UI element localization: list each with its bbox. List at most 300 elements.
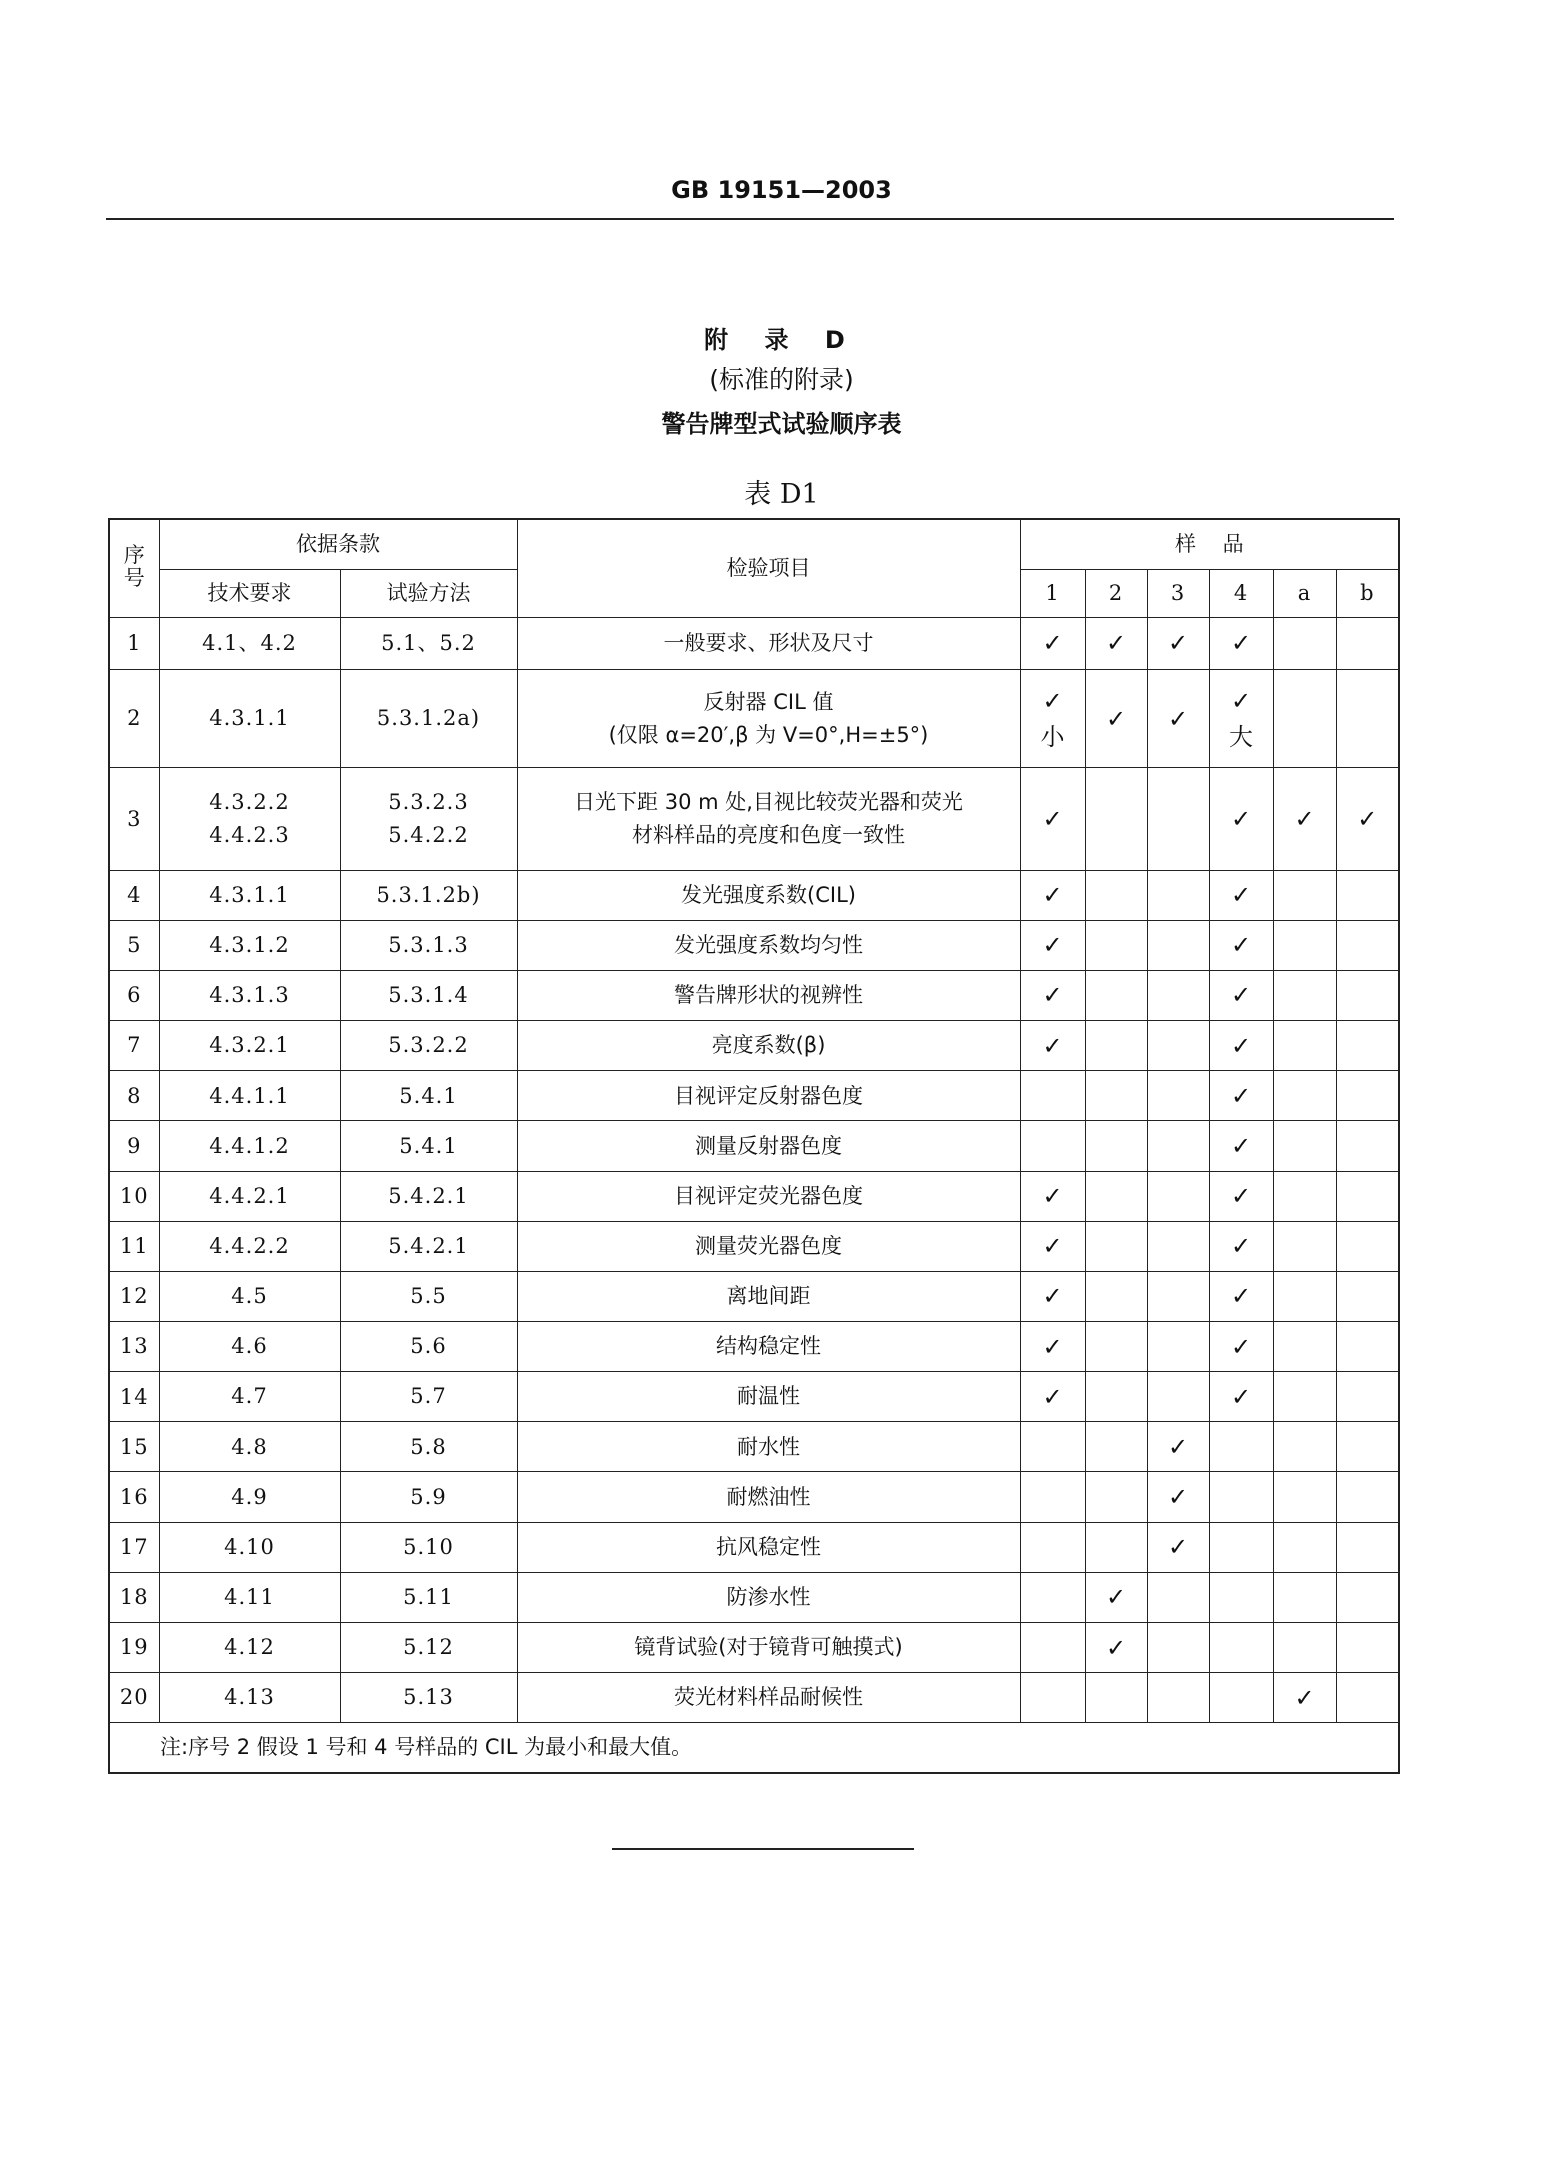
cell-sample-4 xyxy=(1209,1121,1273,1171)
cell-sample-2 xyxy=(1085,1673,1147,1723)
cell-item xyxy=(517,1472,1020,1522)
cell-tech-line: 4.4.1.2 xyxy=(209,1133,290,1158)
cell-sample-3 xyxy=(1147,1021,1209,1071)
cell-sample-b xyxy=(1336,870,1399,920)
cell-sample-a xyxy=(1273,669,1336,767)
cell-seq: 20 xyxy=(109,1673,159,1723)
cell-item-line: 耐燃油性 xyxy=(726,1484,811,1509)
cell-method-line: 5.3.1.4 xyxy=(388,983,469,1008)
check-mark-icon: ✓ xyxy=(1167,629,1189,658)
check-mark-icon: ✓ xyxy=(1294,1683,1315,1712)
cell-item-line: 耐温性 xyxy=(737,1384,800,1409)
cell-method xyxy=(340,1572,517,1622)
cell-sample-a xyxy=(1273,1121,1336,1171)
cell-method xyxy=(340,1422,517,1472)
cell-item xyxy=(517,970,1020,1020)
cell-tech-line: 4.3.1.3 xyxy=(209,983,290,1008)
cell-sample-4 xyxy=(1209,1422,1273,1472)
cell-sample-2 xyxy=(1085,617,1147,669)
check-mark-icon: ✓ xyxy=(1105,629,1127,658)
cell-tech-line: 4.4.2.1 xyxy=(209,1183,290,1208)
cell-sample-4 xyxy=(1209,970,1273,1020)
cell-method-line: 5.13 xyxy=(403,1685,454,1710)
cell-sample-2 xyxy=(1085,1522,1147,1572)
cell-method xyxy=(340,1271,517,1321)
cell-method-line: 5.3.1.3 xyxy=(388,933,469,958)
cell-sample-b xyxy=(1336,970,1399,1020)
check-mark-icon: ✓ xyxy=(1167,704,1189,733)
cell-tech xyxy=(159,870,340,920)
check-mark-icon: ✓ xyxy=(1230,1031,1252,1060)
cell-item xyxy=(517,1673,1020,1723)
table-row xyxy=(109,1071,1399,1121)
check-mark-icon: ✓ xyxy=(1042,804,1063,833)
cell-seq: 15 xyxy=(109,1422,159,1472)
cell-tech-line: 4.1、4.2 xyxy=(202,631,297,656)
cell-sample-1 xyxy=(1020,1321,1085,1371)
cell-sample-4 xyxy=(1209,1673,1273,1723)
cell-sample-b xyxy=(1336,669,1399,767)
cell-seq: 16 xyxy=(109,1472,159,1522)
cell-tech-line: 4.3.2.2 xyxy=(209,790,290,815)
cell-sample-3 xyxy=(1147,920,1209,970)
table-title: 表 D1 xyxy=(744,479,819,510)
cell-method-line: 5.8 xyxy=(410,1434,447,1459)
cell-tech-line: 4.9 xyxy=(231,1484,268,1509)
cell-sample-b xyxy=(1336,1321,1399,1371)
cell-item-line: 测量反射器色度 xyxy=(695,1133,842,1158)
cell-sample-1 xyxy=(1020,1171,1085,1221)
check-mark-icon: ✓ xyxy=(1042,629,1063,658)
cell-tech-line: 4.3.2.1 xyxy=(209,1033,290,1058)
cell-sample-3 xyxy=(1147,1171,1209,1221)
cell-sample-2 xyxy=(1085,1622,1147,1672)
cell-sample-b xyxy=(1336,1622,1399,1672)
cell-method xyxy=(340,1673,517,1723)
cell-sample-2 xyxy=(1085,1422,1147,1472)
cell-sample-a xyxy=(1273,1372,1336,1422)
cell-sample-1 xyxy=(1020,1021,1085,1071)
cell-sample-a xyxy=(1273,617,1336,669)
cell-method-line: 5.1、5.2 xyxy=(381,631,476,656)
cell-item xyxy=(517,1572,1020,1622)
cell-seq: 10 xyxy=(109,1171,159,1221)
header-basis: 依据条款 xyxy=(159,519,517,569)
cell-method-line: 5.3.1.2b) xyxy=(376,882,481,907)
cell-seq: 11 xyxy=(109,1221,159,1271)
cell-method-line: 5.3.2.3 xyxy=(388,790,469,815)
cell-sample-1 xyxy=(1020,768,1085,870)
cell-method xyxy=(340,1472,517,1522)
cell-method xyxy=(340,617,517,669)
cell-sample-b xyxy=(1336,1021,1399,1071)
cell-sample-4 xyxy=(1209,1021,1273,1071)
cell-sample-2 xyxy=(1085,870,1147,920)
cell-method-line: 5.4.1 xyxy=(399,1133,458,1158)
cell-item xyxy=(517,1372,1020,1422)
cell-tech-line: 4.5 xyxy=(231,1284,268,1309)
cell-method-line: 5.7 xyxy=(410,1384,447,1409)
cell-sample-2 xyxy=(1085,1472,1147,1522)
check-mark-icon: ✓ xyxy=(1230,1382,1252,1411)
cell-sample-3 xyxy=(1147,1271,1209,1321)
cell-item-line: 亮度系数(β) xyxy=(711,1033,826,1058)
cell-sample-1 xyxy=(1020,920,1085,970)
cell-sample-4 xyxy=(1209,1071,1273,1121)
check-mark-icon: ✓ xyxy=(1230,881,1252,910)
cell-sample-a xyxy=(1273,1422,1336,1472)
check-mark-icon: ✓ xyxy=(1230,1332,1252,1361)
end-rule xyxy=(612,1848,914,1850)
cell-sample-a xyxy=(1273,870,1336,920)
cell-item xyxy=(517,1422,1020,1472)
cell-sample-a xyxy=(1273,1221,1336,1271)
check-mark-icon: ✓ xyxy=(1230,1182,1252,1211)
cell-item xyxy=(517,920,1020,970)
cell-tech xyxy=(159,1522,340,1572)
header-sample-3: 3 xyxy=(1147,569,1209,617)
cell-method-line: 5.5 xyxy=(410,1284,447,1309)
standard-code: GB 19151—2003 xyxy=(671,176,892,204)
table-row xyxy=(109,1221,1399,1271)
cell-sample-4 xyxy=(1209,1171,1273,1221)
cell-item-line: (仅限 α=20′,β 为 V=0°,H=±5°) xyxy=(608,722,929,747)
cell-item xyxy=(517,1121,1020,1171)
cell-sample-b xyxy=(1336,1522,1399,1572)
cell-sample-1 xyxy=(1020,617,1085,669)
header-samples: 样 品 xyxy=(1020,519,1399,569)
cell-sample-1 xyxy=(1020,870,1085,920)
header-sample-2: 2 xyxy=(1085,569,1147,617)
cell-sample-1 xyxy=(1020,1121,1085,1171)
check-mark-icon: ✓ 小 xyxy=(1040,686,1065,751)
cell-tech xyxy=(159,768,340,870)
check-mark-icon: ✓ xyxy=(1042,931,1063,960)
cell-sample-1 xyxy=(1020,1673,1085,1723)
cell-sample-1 xyxy=(1020,970,1085,1020)
cell-seq: 4 xyxy=(109,870,159,920)
cell-sample-3 xyxy=(1147,970,1209,1020)
appendix-title: 附 录 D xyxy=(704,326,859,354)
cell-seq: 19 xyxy=(109,1622,159,1672)
cell-sample-a xyxy=(1273,1673,1336,1723)
cell-sample-4 xyxy=(1209,1271,1273,1321)
cell-sample-4 xyxy=(1209,1572,1273,1622)
cell-tech-line: 4.3.1.2 xyxy=(209,933,290,958)
cell-tech xyxy=(159,1422,340,1472)
cell-seq: 17 xyxy=(109,1522,159,1572)
cell-sample-a xyxy=(1273,1071,1336,1121)
cell-method-line: 5.10 xyxy=(403,1534,454,1559)
cell-sample-3 xyxy=(1147,669,1209,767)
table-row xyxy=(109,1271,1399,1321)
cell-method xyxy=(340,1121,517,1171)
cell-sample-3 xyxy=(1147,1673,1209,1723)
table-note-row xyxy=(109,1723,1399,1773)
test-sequence-table xyxy=(108,518,1400,1774)
check-mark-icon: ✓ xyxy=(1167,1483,1189,1512)
cell-sample-2 xyxy=(1085,1321,1147,1371)
cell-tech-line: 4.6 xyxy=(231,1334,268,1359)
check-mark-icon: ✓ 大 xyxy=(1229,686,1253,751)
cell-method xyxy=(340,970,517,1020)
check-mark-icon: ✓ xyxy=(1357,804,1378,833)
cell-item xyxy=(517,1321,1020,1371)
cell-sample-a xyxy=(1273,970,1336,1020)
cell-item xyxy=(517,870,1020,920)
cell-sample-2 xyxy=(1085,768,1147,870)
cell-method xyxy=(340,669,517,767)
cell-method xyxy=(340,920,517,970)
cell-sample-3 xyxy=(1147,768,1209,870)
cell-sample-4 xyxy=(1209,1221,1273,1271)
cell-tech-line: 4.7 xyxy=(231,1384,268,1409)
cell-sample-1 xyxy=(1020,1071,1085,1121)
cell-sample-a xyxy=(1273,1622,1336,1672)
cell-sample-3 xyxy=(1147,1522,1209,1572)
cell-sample-3 xyxy=(1147,1622,1209,1672)
cell-seq: 8 xyxy=(109,1071,159,1121)
cell-sample-1 xyxy=(1020,1271,1085,1321)
header-seq-label: 序号 xyxy=(123,542,145,590)
cell-sample-3 xyxy=(1147,1372,1209,1422)
cell-method-line: 5.4.2.1 xyxy=(388,1233,469,1258)
cell-sample-b xyxy=(1336,617,1399,669)
cell-sample-1 xyxy=(1020,1372,1085,1422)
cell-tech-line: 4.3.1.1 xyxy=(209,882,290,907)
cell-tech xyxy=(159,1221,340,1271)
check-mark-icon: ✓ xyxy=(1230,981,1252,1010)
cell-item-line: 耐水性 xyxy=(737,1434,800,1459)
cell-tech-line: 4.4.2.3 xyxy=(209,822,290,847)
cell-sample-3 xyxy=(1147,617,1209,669)
table-row xyxy=(109,1171,1399,1221)
table-row xyxy=(109,1472,1399,1522)
cell-tech xyxy=(159,1622,340,1672)
cell-item-line: 反射器 CIL 值 xyxy=(703,690,834,715)
check-mark-icon: ✓ xyxy=(1042,881,1063,910)
cell-item-line: 防渗水性 xyxy=(726,1585,811,1610)
cell-sample-b xyxy=(1336,1673,1399,1723)
cell-sample-b xyxy=(1336,1271,1399,1321)
table-row xyxy=(109,1121,1399,1171)
cell-method-line: 5.3.2.2 xyxy=(388,1033,469,1058)
cell-method xyxy=(340,1021,517,1071)
cell-sample-4 xyxy=(1209,1321,1273,1371)
cell-item xyxy=(517,1522,1020,1572)
cell-item-line: 镜背试验(对于镜背可触摸式) xyxy=(634,1635,903,1660)
cell-sample-b xyxy=(1336,1422,1399,1472)
cell-item-line: 日光下距 30 m 处,目视比较荧光器和荧光 xyxy=(574,790,963,815)
cell-method xyxy=(340,1622,517,1672)
cell-sample-4 xyxy=(1209,669,1273,767)
cell-sample-1 xyxy=(1020,1221,1085,1271)
table-row xyxy=(109,1572,1399,1622)
check-mark-icon: ✓ xyxy=(1105,704,1127,733)
cell-sample-b xyxy=(1336,1472,1399,1522)
cell-sample-b xyxy=(1336,1372,1399,1422)
cell-item-line: 测量荧光器色度 xyxy=(695,1233,842,1258)
cell-sample-3 xyxy=(1147,1321,1209,1371)
cell-sample-a xyxy=(1273,1171,1336,1221)
cell-sample-3 xyxy=(1147,870,1209,920)
cell-tech xyxy=(159,1171,340,1221)
cell-method xyxy=(340,1071,517,1121)
cell-sample-b xyxy=(1336,1071,1399,1121)
cell-sample-3 xyxy=(1147,1572,1209,1622)
cell-sample-2 xyxy=(1085,1071,1147,1121)
cell-tech xyxy=(159,920,340,970)
cell-tech xyxy=(159,1321,340,1371)
header-method: 试验方法 xyxy=(340,569,517,617)
cell-method-line: 5.9 xyxy=(410,1484,447,1509)
table-row xyxy=(109,1422,1399,1472)
cell-method xyxy=(340,1171,517,1221)
cell-sample-a xyxy=(1273,920,1336,970)
cell-seq: 18 xyxy=(109,1572,159,1622)
cell-sample-b xyxy=(1336,1171,1399,1221)
check-mark-icon: ✓ xyxy=(1105,1583,1127,1612)
cell-method-line: 5.12 xyxy=(403,1635,454,1660)
cell-method xyxy=(340,1321,517,1371)
cell-item xyxy=(517,1171,1020,1221)
cell-seq: 3 xyxy=(109,768,159,870)
cell-seq: 2 xyxy=(109,669,159,767)
cell-tech-line: 4.11 xyxy=(224,1585,275,1610)
cell-tech-line: 4.12 xyxy=(224,1635,275,1660)
table-row xyxy=(109,970,1399,1020)
cell-sample-3 xyxy=(1147,1121,1209,1171)
table-row xyxy=(109,870,1399,920)
cell-item-line: 警告牌形状的视辨性 xyxy=(674,983,863,1008)
cell-item xyxy=(517,1622,1020,1672)
cell-item-line: 目视评定荧光器色度 xyxy=(674,1183,863,1208)
cell-item-line: 一般要求、形状及尺寸 xyxy=(663,631,874,656)
cell-sample-2 xyxy=(1085,1021,1147,1071)
appendix-name: 警告牌型式试验顺序表 xyxy=(661,410,902,438)
cell-sample-4 xyxy=(1209,920,1273,970)
cell-seq: 7 xyxy=(109,1021,159,1071)
header-seq xyxy=(109,519,159,617)
cell-sample-a xyxy=(1273,1271,1336,1321)
cell-sample-4 xyxy=(1209,1472,1273,1522)
cell-sample-1 xyxy=(1020,1522,1085,1572)
check-mark-icon: ✓ xyxy=(1042,1031,1063,1060)
cell-method xyxy=(340,768,517,870)
cell-method xyxy=(340,1522,517,1572)
cell-method-line: 5.3.1.2a) xyxy=(376,706,481,731)
cell-sample-a xyxy=(1273,1572,1336,1622)
cell-seq: 9 xyxy=(109,1121,159,1171)
table-row xyxy=(109,1321,1399,1371)
header-sample-a: a xyxy=(1273,569,1336,617)
cell-sample-2 xyxy=(1085,1221,1147,1271)
check-mark-icon: ✓ xyxy=(1230,931,1252,960)
cell-sample-a xyxy=(1273,1522,1336,1572)
table-row xyxy=(109,617,1399,669)
cell-sample-1 xyxy=(1020,1472,1085,1522)
cell-sample-3 xyxy=(1147,1221,1209,1271)
cell-sample-b xyxy=(1336,920,1399,970)
cell-sample-2 xyxy=(1085,1271,1147,1321)
header-sample-4: 4 xyxy=(1209,569,1273,617)
check-mark-icon: ✓ xyxy=(1042,981,1063,1010)
cell-sample-2 xyxy=(1085,1171,1147,1221)
cell-seq: 12 xyxy=(109,1271,159,1321)
cell-sample-4 xyxy=(1209,1522,1273,1572)
cell-sample-2 xyxy=(1085,1372,1147,1422)
table-note: 注:序号 2 假设 1 号和 4 号样品的 CIL 为最小和最大值。 xyxy=(109,1723,1399,1773)
cell-item-line: 抗风稳定性 xyxy=(716,1534,821,1559)
appendix-subtitle: (标准的附录) xyxy=(709,365,854,394)
cell-item xyxy=(517,669,1020,767)
cell-sample-a xyxy=(1273,1321,1336,1371)
cell-method xyxy=(340,1372,517,1422)
cell-method-line: 5.4.2.1 xyxy=(388,1183,469,1208)
cell-sample-1 xyxy=(1020,1422,1085,1472)
cell-method-line: 5.6 xyxy=(410,1334,447,1359)
check-mark-icon: ✓ xyxy=(1042,1182,1063,1211)
cell-sample-2 xyxy=(1085,1572,1147,1622)
table-row xyxy=(109,1673,1399,1723)
cell-seq: 6 xyxy=(109,970,159,1020)
cell-item xyxy=(517,1271,1020,1321)
cell-seq: 13 xyxy=(109,1321,159,1371)
check-mark-icon: ✓ xyxy=(1230,1131,1252,1160)
check-mark-icon: ✓ xyxy=(1230,1282,1252,1311)
table-row xyxy=(109,1372,1399,1422)
cell-sample-4 xyxy=(1209,870,1273,920)
header-item: 检验项目 xyxy=(517,519,1020,617)
cell-tech-line: 4.8 xyxy=(231,1434,268,1459)
table-row xyxy=(109,1021,1399,1071)
check-mark-icon: ✓ xyxy=(1042,1282,1063,1311)
cell-tech xyxy=(159,1372,340,1422)
cell-tech xyxy=(159,1572,340,1622)
cell-sample-a xyxy=(1273,1021,1336,1071)
cell-item-line: 荧光材料样品耐候性 xyxy=(674,1685,863,1710)
cell-item xyxy=(517,1071,1020,1121)
check-mark-icon: ✓ xyxy=(1042,1382,1063,1411)
cell-tech xyxy=(159,1673,340,1723)
cell-sample-b xyxy=(1336,1572,1399,1622)
cell-tech xyxy=(159,1121,340,1171)
cell-seq: 14 xyxy=(109,1372,159,1422)
cell-method xyxy=(340,1221,517,1271)
cell-item-line: 发光强度系数均匀性 xyxy=(674,933,863,958)
check-mark-icon: ✓ xyxy=(1042,1232,1063,1261)
cell-tech-line: 4.10 xyxy=(224,1534,275,1559)
cell-item-line: 材料样品的亮度和色度一致性 xyxy=(632,822,905,847)
cell-seq: 5 xyxy=(109,920,159,970)
cell-sample-4 xyxy=(1209,617,1273,669)
header-tech: 技术要求 xyxy=(159,569,340,617)
check-mark-icon: ✓ xyxy=(1167,1432,1189,1461)
cell-sample-1 xyxy=(1020,669,1085,767)
cell-sample-3 xyxy=(1147,1071,1209,1121)
check-mark-icon: ✓ xyxy=(1167,1533,1189,1562)
cell-method xyxy=(340,870,517,920)
cell-sample-b xyxy=(1336,768,1399,870)
table-row xyxy=(109,669,1399,767)
header-rule xyxy=(106,218,1394,220)
cell-tech xyxy=(159,669,340,767)
cell-item-line: 离地间距 xyxy=(726,1284,811,1309)
cell-item xyxy=(517,1221,1020,1271)
cell-sample-1 xyxy=(1020,1572,1085,1622)
cell-item xyxy=(517,768,1020,870)
cell-sample-2 xyxy=(1085,970,1147,1020)
